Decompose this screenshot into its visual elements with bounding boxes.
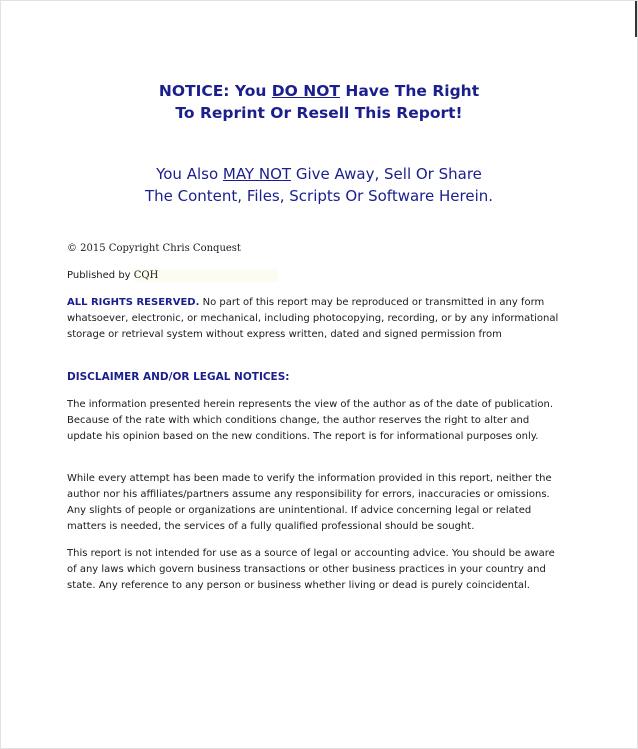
publisher-name: CQH bbox=[134, 269, 279, 282]
disclaimer-heading: DISCLAIMER AND/OR LEGAL NOTICES: bbox=[67, 371, 290, 383]
rights-heading: ALL RIGHTS RESERVED. bbox=[67, 297, 200, 308]
disclaimer-paragraph-2: While every attempt has been made to verify the information provided in this report, neither the author nor his affiliates/partners assume any responsibility for errors, inaccuracies or omissions. Any slights of people or organizations are unintentional. If advice concerning legal or related matters is needed, the services of a fully qualified professional should be sought. bbox=[67, 473, 552, 532]
also-line-1-post: Give Away, Sell Or Share bbox=[291, 165, 482, 183]
page-edge-mark bbox=[635, 1, 637, 37]
rights-text: No part of this report may be reproduced or transmitted in any form whatsoever, electronic, or mechanical, including photocopying, recording, or by any informational storage or retrieval system without express written, dated and signed permission from bbox=[67, 297, 559, 340]
rights-paragraph bbox=[67, 295, 567, 343]
disclaimer-paragraph-1: The information presented herein represents the view of the author as of the date of publication. Because of the rate with which conditions change, the author reserves the right to alter and update his opinion based on the new conditions. The report is for informational purposes only. bbox=[67, 399, 553, 442]
also-line-1-pre: You Also bbox=[156, 165, 223, 183]
disclaimer-paragraph-3: This report is not intended for use as a source of legal or accounting advice. You should be aware of any laws which govern business transactions or other business practices in your country and state. Any reference to any person or business whether living or dead is purely coincidental. bbox=[67, 548, 555, 591]
also-line-1 bbox=[1, 163, 637, 185]
also-may-not: MAY NOT bbox=[222, 165, 292, 183]
notice-line-1-post: Have The Right bbox=[339, 82, 480, 100]
published-label: Published by bbox=[67, 270, 134, 281]
notice-line-1 bbox=[1, 80, 637, 102]
copyright-line: © 2015 Copyright Chris Conquest bbox=[67, 243, 241, 254]
notice-line-2: To Reprint Or Resell This Report! bbox=[175, 104, 463, 122]
published-line bbox=[67, 270, 278, 281]
notice-line-1-pre: NOTICE: You bbox=[158, 82, 272, 100]
notice-do-not: DO NOT bbox=[271, 82, 340, 100]
also-line-2: The Content, Files, Scripts Or Software Herein. bbox=[144, 187, 494, 205]
